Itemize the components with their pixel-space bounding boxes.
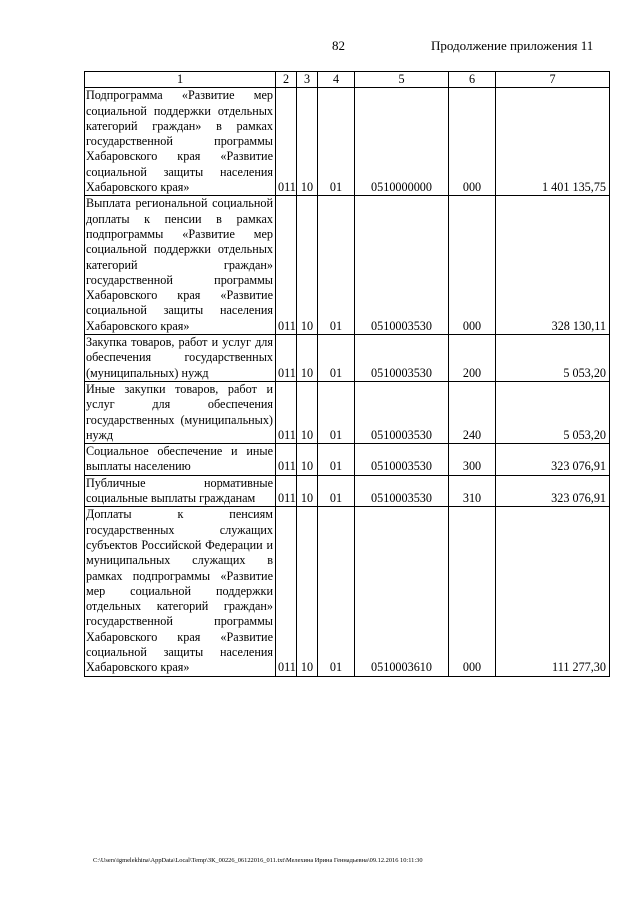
amount: 1 401 135,75 xyxy=(496,88,610,196)
amount: 328 130,11 xyxy=(496,196,610,335)
column-header: 2 xyxy=(276,72,297,88)
table-row xyxy=(85,444,610,476)
amount: 5 053,20 xyxy=(496,335,610,382)
expense-type-code: 200 xyxy=(449,335,496,382)
table-header-row xyxy=(85,72,610,88)
budget-table xyxy=(84,71,610,677)
subsection-code: 01 xyxy=(318,381,355,443)
table-row xyxy=(85,335,610,382)
ministry-code: 011 xyxy=(276,381,297,443)
row-name: Социальное обеспечение и иные выплаты населению xyxy=(85,444,276,476)
table-row xyxy=(85,88,610,196)
section-code: 10 xyxy=(297,507,318,676)
ministry-code: 011 xyxy=(276,196,297,335)
subsection-code: 01 xyxy=(318,88,355,196)
ministry-code: 011 xyxy=(276,507,297,676)
amount: 5 053,20 xyxy=(496,381,610,443)
ministry-code: 011 xyxy=(276,88,297,196)
section-code: 10 xyxy=(297,196,318,335)
target-article-code: 0510003530 xyxy=(355,196,449,335)
subsection-code: 01 xyxy=(318,335,355,382)
row-name: Публичные нормативные социальные выплаты гражданам xyxy=(85,475,276,507)
column-header: 7 xyxy=(496,72,610,88)
table-row xyxy=(85,475,610,507)
subsection-code: 01 xyxy=(318,196,355,335)
amount: 111 277,30 xyxy=(496,507,610,676)
section-code: 10 xyxy=(297,475,318,507)
column-header: 6 xyxy=(449,72,496,88)
column-header: 5 xyxy=(355,72,449,88)
target-article-code: 0510003530 xyxy=(355,381,449,443)
expense-type-code: 300 xyxy=(449,444,496,476)
section-code: 10 xyxy=(297,88,318,196)
amount: 323 076,91 xyxy=(496,444,610,476)
table-row xyxy=(85,381,610,443)
page-number: 82 xyxy=(332,38,345,53)
table-row xyxy=(85,196,610,335)
expense-type-code: 240 xyxy=(449,381,496,443)
row-name: Закупка товаров, работ и услуг для обеспечения государственных (муниципальных) нужд xyxy=(85,335,276,382)
subsection-code: 01 xyxy=(318,507,355,676)
target-article-code: 0510003610 xyxy=(355,507,449,676)
target-article-code: 0510003530 xyxy=(355,335,449,382)
section-code: 10 xyxy=(297,335,318,382)
table-row xyxy=(85,507,610,676)
expense-type-code: 000 xyxy=(449,196,496,335)
ministry-code: 011 xyxy=(276,444,297,476)
subsection-code: 01 xyxy=(318,444,355,476)
target-article-code: 0510003530 xyxy=(355,475,449,507)
expense-type-code: 310 xyxy=(449,475,496,507)
column-header: 1 xyxy=(85,72,276,88)
section-code: 10 xyxy=(297,381,318,443)
continuation-label: Продолжение приложения 11 xyxy=(431,38,594,53)
ministry-code: 011 xyxy=(276,475,297,507)
column-header: 3 xyxy=(297,72,318,88)
row-name: Подпрограмма «Развитие мер социальной поддержки отдельных категорий граждан» в рамках государственной программы Хабаровского края «Развитие социальной защиты населения Хабаровского края» xyxy=(85,88,276,196)
target-article-code: 0510000000 xyxy=(355,88,449,196)
subsection-code: 01 xyxy=(318,475,355,507)
expense-type-code: 000 xyxy=(449,507,496,676)
target-article-code: 0510003530 xyxy=(355,444,449,476)
section-code: 10 xyxy=(297,444,318,476)
ministry-code: 011 xyxy=(276,335,297,382)
row-name: Иные закупки товаров, работ и услуг для обеспечения государственных (муниципальных) нужд xyxy=(85,381,276,443)
row-name: Доплаты к пенсиям государственных служащих субъектов Российской Федерации и муниципальных служащих в рамках подпрограммы «Развитие мер социальной поддержки отдельных категорий граждан» государственной программы Хабаровского края «Развитие социальной защиты населения Хабаровского края» xyxy=(85,507,276,676)
expense-type-code: 000 xyxy=(449,88,496,196)
footer-file-path: C:\Users\igmelekhina\AppData\Local\Temp\ЗК_00226_06122016_011.txt\Мелехина Ирина Геннадьевна\09.12.2016 10:11:30 xyxy=(93,857,423,864)
column-header: 4 xyxy=(318,72,355,88)
amount: 323 076,91 xyxy=(496,475,610,507)
row-name: Выплата региональной социальной доплаты к пенсии в рамках подпрограммы «Развитие мер социальной поддержки отдельных категорий граждан» государственной программы Хабаровского края «Развитие социальной защиты населения Хабаровского края» xyxy=(85,196,276,335)
